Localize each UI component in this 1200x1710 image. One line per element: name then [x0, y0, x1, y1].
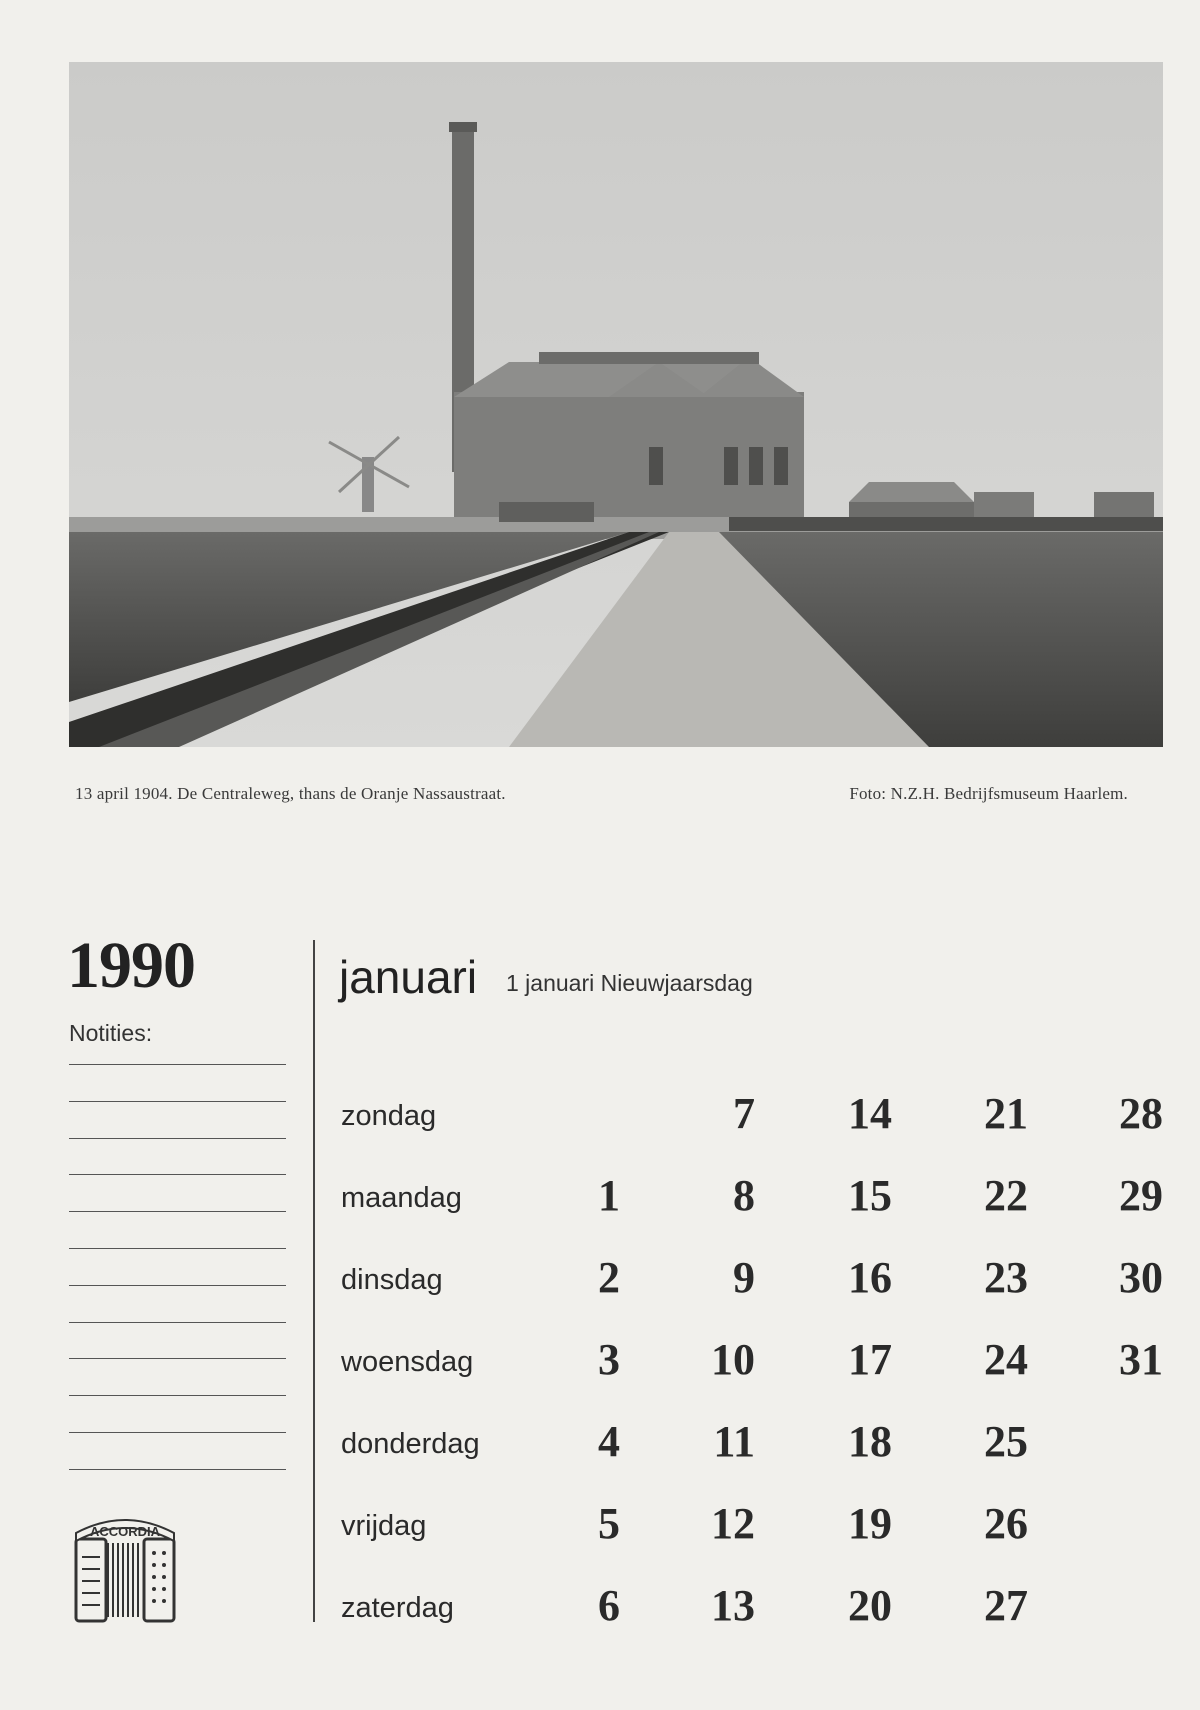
- date-21: 21: [984, 1089, 1028, 1138]
- accordion-icon: [70, 1517, 180, 1629]
- date-24: 24: [984, 1335, 1028, 1384]
- note-line: [69, 1248, 286, 1249]
- date-28: 28: [1119, 1089, 1163, 1138]
- date-2: 2: [598, 1253, 620, 1302]
- day-name-dinsdag: dinsdag: [341, 1264, 443, 1296]
- date-27: 27: [984, 1581, 1028, 1630]
- date-5: 5: [598, 1499, 620, 1548]
- date-20: 20: [848, 1581, 892, 1630]
- date-16: 16: [848, 1253, 892, 1302]
- date-19: 19: [848, 1499, 892, 1548]
- date-1: 1: [598, 1171, 620, 1220]
- day-name-maandag: maandag: [341, 1182, 462, 1214]
- year-heading: 1990: [67, 929, 195, 1002]
- date-11: 11: [713, 1417, 755, 1466]
- date-9: 9: [733, 1253, 755, 1302]
- note-line: [69, 1174, 286, 1175]
- date-22: 22: [984, 1171, 1028, 1220]
- day-name-zaterdag: zaterdag: [341, 1592, 454, 1624]
- day-name-donderdag: donderdag: [341, 1428, 480, 1460]
- day-name-woensdag: woensdag: [341, 1346, 474, 1378]
- date-12: 12: [711, 1499, 755, 1548]
- date-29: 29: [1119, 1171, 1163, 1220]
- holiday-note: 1 januari Nieuwjaarsdag: [506, 970, 753, 996]
- date-13: 13: [711, 1581, 755, 1630]
- note-line: [69, 1285, 286, 1286]
- photo-caption: 13 april 1904. De Centraleweg, thans de Oranje Nassaustraat.: [75, 784, 506, 803]
- date-17: 17: [848, 1335, 892, 1384]
- date-4: 4: [598, 1417, 620, 1466]
- day-name-zondag: zondag: [341, 1100, 437, 1132]
- month-name: januari: [339, 951, 478, 1003]
- note-line: [69, 1138, 286, 1139]
- date-8: 8: [733, 1171, 755, 1220]
- day-name-vrijdag: vrijdag: [341, 1510, 427, 1542]
- date-6: 6: [598, 1581, 620, 1630]
- date-25: 25: [984, 1417, 1028, 1466]
- date-30: 30: [1119, 1253, 1163, 1302]
- date-15: 15: [848, 1171, 892, 1220]
- logo-text: ACCORDIA: [89, 1524, 161, 1539]
- note-line: [69, 1395, 286, 1396]
- photo-credit: Foto: N.Z.H. Bedrijfsmuseum Haarlem.: [849, 784, 1128, 803]
- notes-lines: [69, 1064, 286, 1506]
- note-line: [69, 1358, 286, 1359]
- date-3: 3: [598, 1335, 620, 1384]
- notes-label: Notities:: [69, 1020, 153, 1046]
- date-14: 14: [848, 1089, 892, 1138]
- note-line: [69, 1432, 286, 1433]
- column-divider: [313, 940, 315, 1622]
- accordia-logo: [70, 1517, 180, 1629]
- historical-photo: [69, 62, 1163, 747]
- note-line: [69, 1064, 286, 1065]
- note-line: [69, 1469, 286, 1470]
- date-23: 23: [984, 1253, 1028, 1302]
- date-31: 31: [1119, 1335, 1163, 1384]
- date-18: 18: [848, 1417, 892, 1466]
- date-10: 10: [711, 1335, 755, 1384]
- date-7: 7: [733, 1089, 755, 1138]
- note-line: [69, 1211, 286, 1212]
- note-line: [69, 1322, 286, 1323]
- photo-power-station-image: [69, 62, 1163, 747]
- date-26: 26: [984, 1499, 1028, 1548]
- note-line: [69, 1101, 286, 1102]
